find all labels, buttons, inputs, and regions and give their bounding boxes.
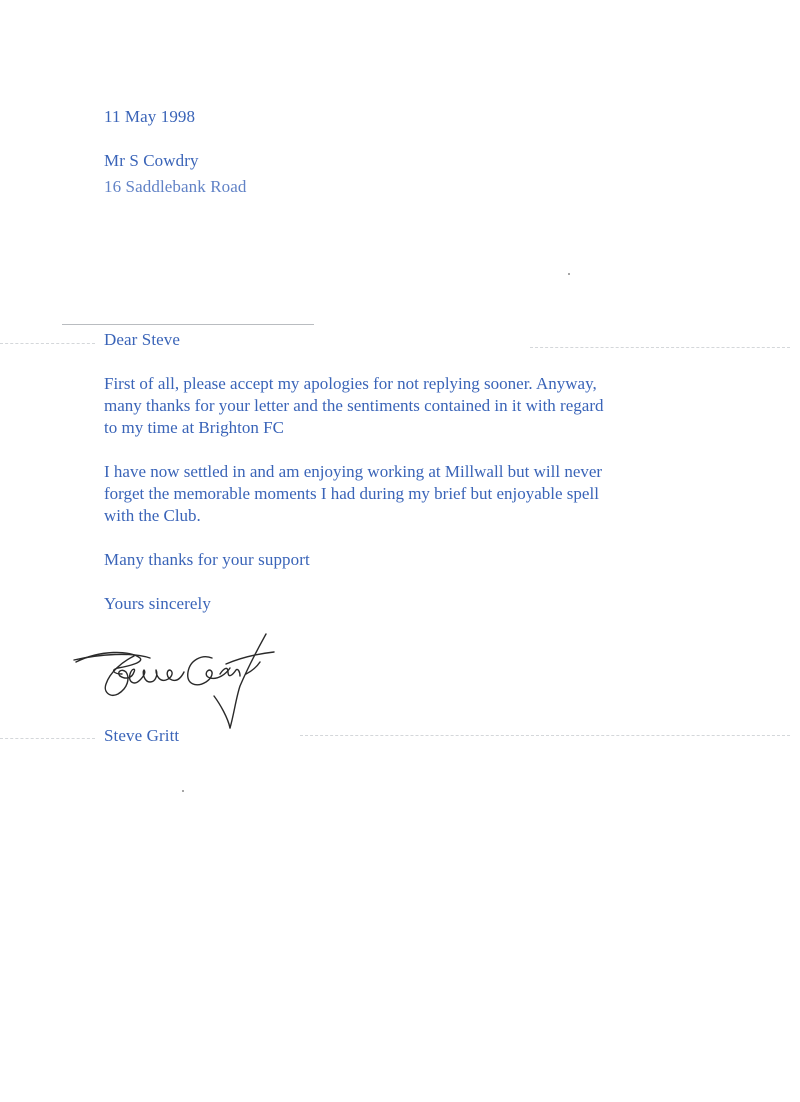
paragraph-1-line: to my time at Brighton FC [104, 418, 284, 437]
paragraph-2 [104, 461, 704, 527]
scan-speck [182, 790, 184, 792]
paragraph-2-line: forget the memorable moments I had during my brief but enjoyable spell [104, 484, 599, 503]
letter-date: 11 May 1998 [104, 107, 196, 126]
paragraph-1 [104, 373, 704, 439]
paragraph-1-line: First of all, please accept my apologies for not replying sooner. Anyway, [104, 374, 597, 393]
scan-artifact-line [300, 735, 790, 736]
scan-speck [568, 273, 570, 275]
handwritten-signature [70, 628, 290, 738]
scan-artifact-line [0, 343, 95, 344]
closing: Yours sincerely [104, 594, 211, 613]
recipient-name: Mr S Cowdry [104, 151, 199, 170]
recipient-address-partial [104, 172, 247, 196]
divider-line [62, 324, 314, 325]
paragraph-2-line: with the Club. [104, 506, 201, 525]
scan-artifact-line [0, 738, 95, 739]
paragraph-2-line: I have now settled in and am enjoying working at Millwall but will never [104, 462, 603, 481]
thanks-line: Many thanks for your support [104, 550, 310, 569]
scan-artifact-line [530, 347, 790, 348]
signer-name: Steve Gritt [104, 726, 180, 745]
recipient-address-text: 16 Saddlebank Road [104, 177, 247, 196]
paragraph-1-line: many thanks for your letter and the sentiments contained in it with regard [104, 396, 604, 415]
salutation: Dear Steve [104, 330, 181, 349]
